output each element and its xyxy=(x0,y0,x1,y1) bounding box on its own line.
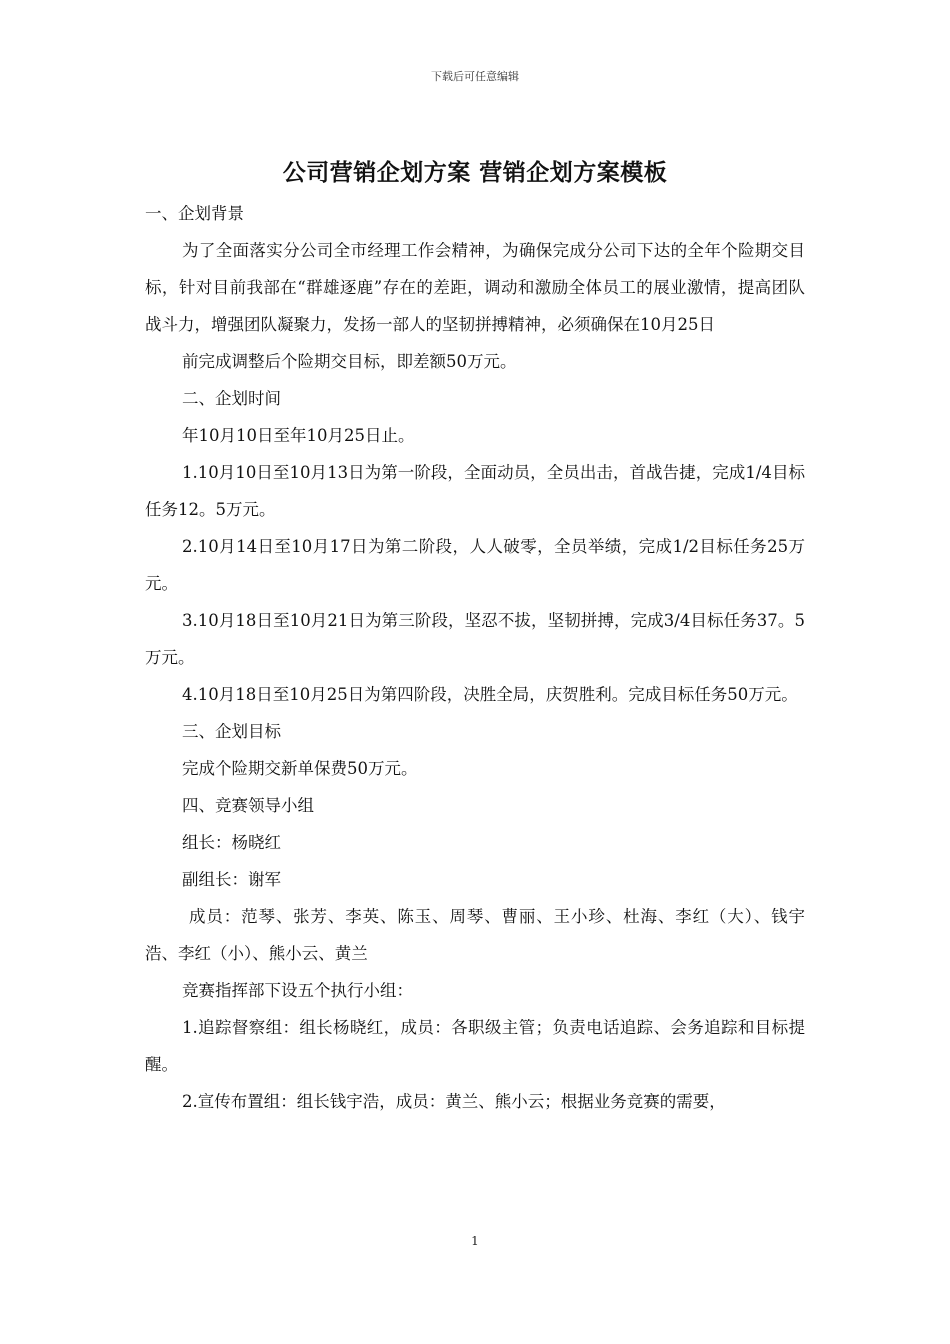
list-item-group-2: 2.宣传布置组：组长钱宇浩，成员：黄兰、熊小云；根据业务竞赛的需要， xyxy=(182,1092,726,1111)
paragraph-goal: 完成个险期交新单保费50万元。 xyxy=(182,759,418,778)
section-heading-time: 二、企划时间 xyxy=(182,389,281,408)
paragraph-time-range: 年10月10日至年10月25日止。 xyxy=(182,426,415,445)
section-heading-leadership: 四、竞赛领导小组 xyxy=(182,796,314,815)
section-heading-goal: 三、企划目标 xyxy=(182,722,281,741)
section-heading-background: 一、企划背景 xyxy=(145,204,244,223)
paragraph-deputy-leader: 副组长：谢军 xyxy=(182,870,281,889)
list-item-stage-4: 4.10月18日至10月25日为第四阶段，决胜全局，庆贺胜利。完成目标任务50万元。 xyxy=(182,685,798,704)
paragraph-team-leader: 组长：杨晓红 xyxy=(182,833,281,852)
list-item-stage-3: 3.10月18日至10月21日为第三阶段，坚忍不拔，坚韧拼搏，完成3/4目标任务37。5万元。 xyxy=(145,611,805,667)
paragraph-members: 成员：范琴、张芳、李英、陈玉、周琴、曹丽、王小珍、杜海、李红（大）、钱宇浩、李红（小）、熊小云、黄兰 xyxy=(145,907,805,963)
paragraph-execution-groups: 竞赛指挥部下设五个执行小组： xyxy=(182,981,413,1000)
list-item-stage-2: 2.10月14日至10月17日为第二阶段，人人破零，全员举绩，完成1/2目标任务25万元。 xyxy=(145,537,805,593)
page-header-note: 下载后可任意编辑 xyxy=(431,70,519,83)
paragraph-background: 为了全面落实分公司全市经理工作会精神，为确保完成分公司下达的全年个险期交目标，针对目前我部在“群雄逐鹿”存在的差距，调动和激励全体员工的展业激情，提高团队战斗力，增强团队凝聚力，发扬一部人的坚韧拼搏精神，必须确保在10月25日 xyxy=(145,241,805,334)
list-item-group-1: 1.追踪督察组：组长杨晓红，成员：各职级主管；负责电话追踪、会务追踪和目标提醒。 xyxy=(145,1018,805,1074)
page-number: 1 xyxy=(471,1234,479,1248)
document-title: 公司营销企划方案 营销企划方案模板 xyxy=(282,159,668,186)
document-body xyxy=(145,195,805,1120)
list-item-stage-1: 1.10月10日至10月13日为第一阶段，全面动员，全员出击，首战告捷，完成1/4目标任务12。5万元。 xyxy=(145,463,805,519)
paragraph-target-difference: 前完成调整后个险期交目标，即差额50万元。 xyxy=(182,352,517,371)
